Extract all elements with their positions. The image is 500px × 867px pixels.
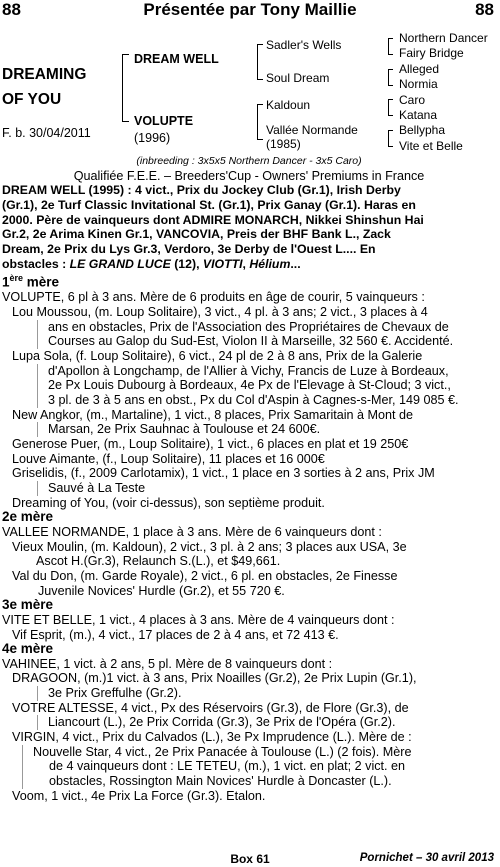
produce-voom: Voom, 1 vict., 4e Prix La Force (Gr.3). Etalon. [12, 788, 266, 803]
second-dam-summary: VALLEE NORMANDE, 1 place à 3 ans. Mère de 6 vainqueurs dont : [2, 524, 382, 539]
bracket-ggs-1 [388, 38, 393, 55]
sire-product: Hélium [249, 256, 291, 271]
produce-dreaming-of-you: Dreaming of You, (voir ci-dessus), son septième produit. [12, 495, 325, 510]
sire-line: Dream, 2e Prix du Lys Gr.3, Verdoro, 3e Derby de l'Ouest L.... En [2, 241, 376, 256]
produce-line: Ascot H.(Gr.3), Relaunch S.(L.), et $49,661. [36, 554, 281, 569]
bracket-ggs-2 [388, 69, 393, 86]
sire-description [2, 183, 496, 271]
section-title: 1 [2, 274, 10, 290]
grandsire-1: Sadler's Wells [266, 38, 342, 52]
section-1ere-mere [2, 271, 496, 290]
produce-griselidis [2, 466, 496, 495]
produce-line: ans en obstacles, Prix de l'Association des Propriétaires de Chevaux de [48, 319, 449, 334]
produce-vieux-moulin [2, 540, 496, 569]
box-number: Box 61 [230, 852, 270, 866]
page-header [0, 0, 500, 20]
produce-line: Griselidis, (f., 2009 Carlotamix), 1 vict., 1 place en 3 sorties à 2 ans, Prix JM [12, 466, 435, 481]
horse-name-line1: DREAMING [2, 66, 87, 83]
produce-votre-altesse [2, 701, 496, 730]
granddam-4 [266, 123, 358, 151]
produce-line: Liancourt (L.), 2e Prix Corrida (Gr.3), 3e Prix de l'Opéra (Gr.2). [37, 715, 496, 730]
produce-virgin: VIRGIN, 4 vict., Prix du Calvados (L.), 3e Px Imprudence (L.). Mère de : [12, 730, 412, 745]
inbreeding-note: (inbreeding : 3x5x5 Northern Dancer - 3x5 Caro) [136, 155, 362, 167]
produce-continuation [37, 364, 496, 408]
ggp-8: Vite et Belle [399, 138, 463, 153]
sire-line: (Gr.1), 2e Turf Classic Invitational St. (Gr.1), Prix Ganay (Gr.1). Haras en [2, 197, 416, 212]
section-2e-mere: 2e mère [2, 509, 54, 525]
section-title-rest: mère [23, 274, 60, 290]
bracket-parents [122, 54, 129, 122]
produce-vif-esprit: Vif Esprit, (m.), 4 vict., 17 places de 2 à 4 ans, et 72 413 €. [12, 627, 339, 642]
dam-name: VOLUPTE [134, 114, 194, 128]
horse-info: F. b. 30/04/2011 [2, 126, 91, 140]
produce-nouvelle-star [2, 745, 496, 789]
fourth-dam-summary: VAHINEE, 1 vict. à 2 ans, 5 pl. Mère de 8 vainqueurs dont : [2, 656, 333, 671]
dam-year: (1996) [134, 131, 171, 145]
produce-line: Lupa Sola, (f. Loup Solitaire), 6 vict., 24 pl de 2 à 8 ans, Prix de la Galerie [12, 349, 423, 364]
bracket-ggs-3 [388, 99, 393, 116]
sire-line-last [2, 257, 496, 272]
granddam-4-year: (1985) [266, 137, 301, 151]
page-footer [0, 852, 500, 867]
produce-line: de 4 vainqueurs dont : LE TETEU, (m.), 1 vict. en plat; 2 vict. en [49, 759, 406, 774]
produce-louve-aimante: Louve Aimante, (f., Loup Solitaire), 11 places et 16 000€ [12, 451, 325, 466]
produce-lupa-sola [2, 349, 496, 408]
produce-line: Marsan, 2e Prix Sauhnac à Toulouse et 24 600€. [37, 422, 496, 437]
produce-line: Vieux Moulin, (m. Kaldoun), 2 vict., 3 pl. à 2 ans; 3 places aux USA, 3e [12, 539, 407, 554]
produce-line: VOTRE ALTESSE, 4 vict., Px des Réservoirs (Gr.3), de Flore (Gr.3), de [12, 700, 409, 715]
produce-val-du-don [2, 569, 496, 598]
page-title: Présentée par Tony Maillie [143, 0, 357, 19]
produce-line: 3e Prix Greffulhe (Gr.2). [37, 686, 496, 701]
sire-line: DREAM WELL (1995) : 4 vict., Prix du Jockey Club (Gr.1), Irish Derby [2, 183, 401, 198]
catalogue-body [2, 154, 496, 803]
ggp-7: Bellypha [399, 123, 446, 138]
produce-lou-moussou [2, 305, 496, 349]
produce-line: 3 pl. de 3 à 5 ans en obst., Px du Col d'Aspin à Cagnes-s-Mer, 149 085 €. [48, 393, 459, 407]
horse-name [2, 62, 86, 112]
qualification: Qualifiée F.E.E. – Breeders'Cup - Owners' Premiums in France [73, 168, 425, 183]
ggp-2: Fairy Bridge [399, 46, 464, 61]
bracket-dam [257, 104, 263, 140]
ggp-3: Alleged [399, 61, 440, 76]
lot-number-left: 88 [2, 0, 21, 19]
sire-sep: , [242, 256, 250, 271]
produce-line: Juvenile Novices' Hurdle (Gr.2), et 55 720 €. [38, 583, 285, 598]
produce-new-angkor [2, 408, 496, 437]
produce-line: New Angkor, (m., Martaline), 1 vict., 8 places, Prix Samaritain à Mont de [12, 407, 414, 422]
sire-obstacles-label: obstacles : [2, 256, 70, 271]
produce-continuation [22, 745, 496, 789]
produce-line: Nouvelle Star, 4 vict., 2e Prix Panacée à Toulouse (L.) (2 fois). Mère [33, 744, 412, 759]
sire-line: Gr.2, 2e Arima Kinen Gr.1, VANCOVIA, Preis der BHF Bank L., Zack [2, 227, 391, 242]
third-dam-summary: VITE ET BELLE, 1 vict., 4 places à 3 ans. Mère de 4 vainqueurs dont : [2, 612, 395, 627]
produce-line: Courses au Galop du Sud-Est, Violon II à Marseille, 32 560 €. Accidenté. [48, 334, 454, 349]
section-3e-mere: 3e mère [2, 597, 54, 613]
dam-summary: VOLUPTE, 6 pl à 3 ans. Mère de 6 produits en âge de courir, 5 vainqueurs : [2, 290, 425, 305]
grandsire-2: Soul Dream [266, 71, 330, 85]
sire-name: DREAM WELL [134, 52, 219, 66]
produce-line: Lou Moussou, (m. Loup Solitaire), 3 vict., 4 pl. à 3 ans; 2 vict., 3 places à 4 [12, 305, 428, 320]
ggp-4: Normia [399, 77, 438, 92]
sale-location-date: Pornichet – 30 avril 2013 [359, 852, 494, 864]
sire-line: 2000. Père de vainqueurs dont ADMIRE MONARCH, Nikkei Shinshun Hai [2, 212, 424, 227]
lot-number-right: 88 [475, 0, 494, 19]
produce-dragoon [2, 671, 496, 700]
produce-line: Sauvé à La Teste [37, 481, 496, 496]
horse-name-line2: OF YOU [2, 91, 62, 108]
sire-ellipsis: ... [290, 256, 301, 271]
pedigree-table [0, 24, 500, 156]
produce-line: d'Apollon à Longchamp, de l'Allier à Vichy, Francis de Luze à Bordeaux, [48, 363, 449, 378]
sire-product: LE GRAND LUCE [69, 256, 171, 271]
grandsire-3: Kaldoun [266, 98, 311, 112]
produce-continuation [37, 320, 496, 349]
ggp-5: Caro [399, 92, 426, 107]
produce-line: DRAGOON, (m.)1 vict. à 3 ans, Prix Noailles (Gr.2), 2e Prix Lupin (Gr.1), [12, 671, 417, 686]
produce-line: 2e Px Louis Dubourg à Bordeaux, 4e Px de l'Elevage à St-Cloud; 3 vict., [48, 378, 451, 393]
produce-line: Val du Don, (m. Garde Royale), 2 vict., 6 pl. en obstacles, 2e Finesse [12, 568, 398, 583]
ggp-1: Northern Dancer [399, 31, 488, 45]
section-4e-mere: 4e mère [2, 641, 54, 657]
bracket-sire [257, 44, 263, 80]
section-sup: ère [9, 273, 24, 284]
produce-line: obstacles, Rossington Main Novices' Hurdle à Doncaster (L.). [49, 774, 392, 789]
bracket-ggs-4 [388, 130, 393, 147]
ggp-6: Katana [399, 108, 438, 123]
granddam-4-name: Vallée Normande [266, 123, 358, 137]
sire-product: VIOTTI [202, 256, 243, 271]
produce-generose-puer: Generose Puer, (m., Loup Solitaire), 1 vict., 6 places en plat et 19 250€ [12, 436, 409, 451]
sire-product-note: (12), [170, 256, 203, 271]
great-grandparents [399, 31, 488, 154]
